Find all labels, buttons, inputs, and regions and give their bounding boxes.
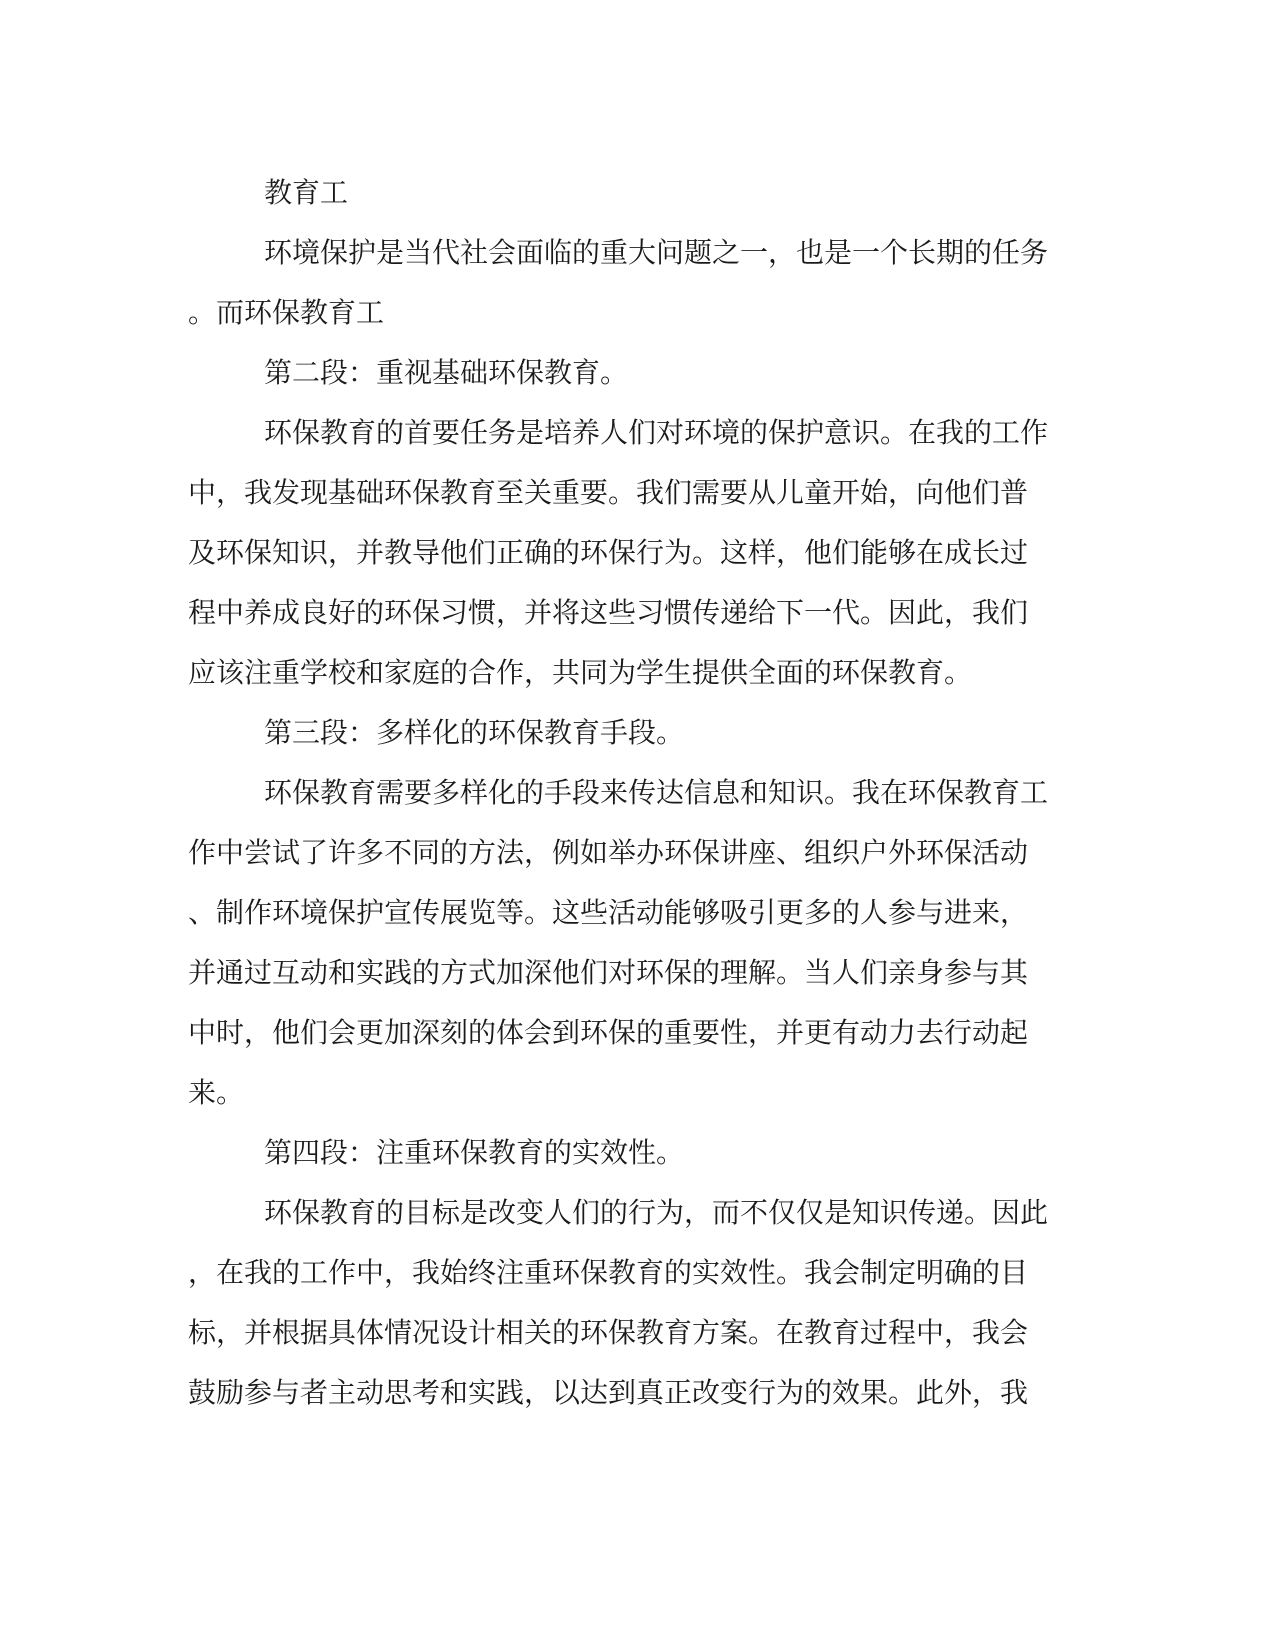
- text-line: 鼓励参与者主动思考和实践，以达到真正改变行为的效果。此外，我: [188, 1376, 1029, 1409]
- text-line: 环保教育的首要任务是培养人们对环境的保护意识。在我的工作: [264, 416, 1049, 449]
- text-line: 中，我发现基础环保教育至关重要。我们需要从儿童开始，向他们普: [188, 476, 1029, 509]
- section-heading: 第三段：多样化的环保教育手段。: [264, 716, 685, 749]
- text-line: 标，并根据具体情况设计相关的环保教育方案。在教育过程中，我会: [188, 1316, 1029, 1349]
- text-line: 教育工: [264, 176, 349, 209]
- text-line: 环保教育需要多样化的手段来传达信息和知识。我在环保教育工: [264, 776, 1049, 809]
- text-line: 及环保知识，并教导他们正确的环保行为。这样，他们能够在成长过: [188, 536, 1029, 569]
- text-line: 程中养成良好的环保习惯，并将这些习惯传递给下一代。因此，我们: [188, 596, 1029, 629]
- text-line: 来。: [188, 1076, 245, 1109]
- text-line: 环保教育的目标是改变人们的行为，而不仅仅是知识传递。因此: [264, 1196, 1049, 1229]
- text-line: 并通过互动和实践的方式加深他们对环保的理解。当人们亲身参与其: [188, 956, 1029, 989]
- text-line: 、制作环境保护宣传展览等。这些活动能够吸引更多的人参与进来，: [188, 896, 1029, 929]
- text-line: 中时，他们会更加深刻的体会到环保的重要性，并更有动力去行动起: [188, 1016, 1029, 1049]
- section-heading: 第四段：注重环保教育的实效性。: [264, 1136, 685, 1169]
- text-line: 。而环保教育工: [188, 296, 385, 329]
- text-line: 应该注重学校和家庭的合作，共同为学生提供全面的环保教育。: [188, 656, 973, 689]
- document-body: [188, 163, 1078, 1423]
- text-line: 环境保护是当代社会面临的重大问题之一，也是一个长期的任务: [264, 236, 1049, 269]
- section-heading: 第二段：重视基础环保教育。: [264, 356, 629, 389]
- text-line: ，在我的工作中，我始终注重环保教育的实效性。我会制定明确的目: [188, 1256, 1029, 1289]
- text-line: 作中尝试了许多不同的方法，例如举办环保讲座、组织户外环保活动: [188, 836, 1029, 869]
